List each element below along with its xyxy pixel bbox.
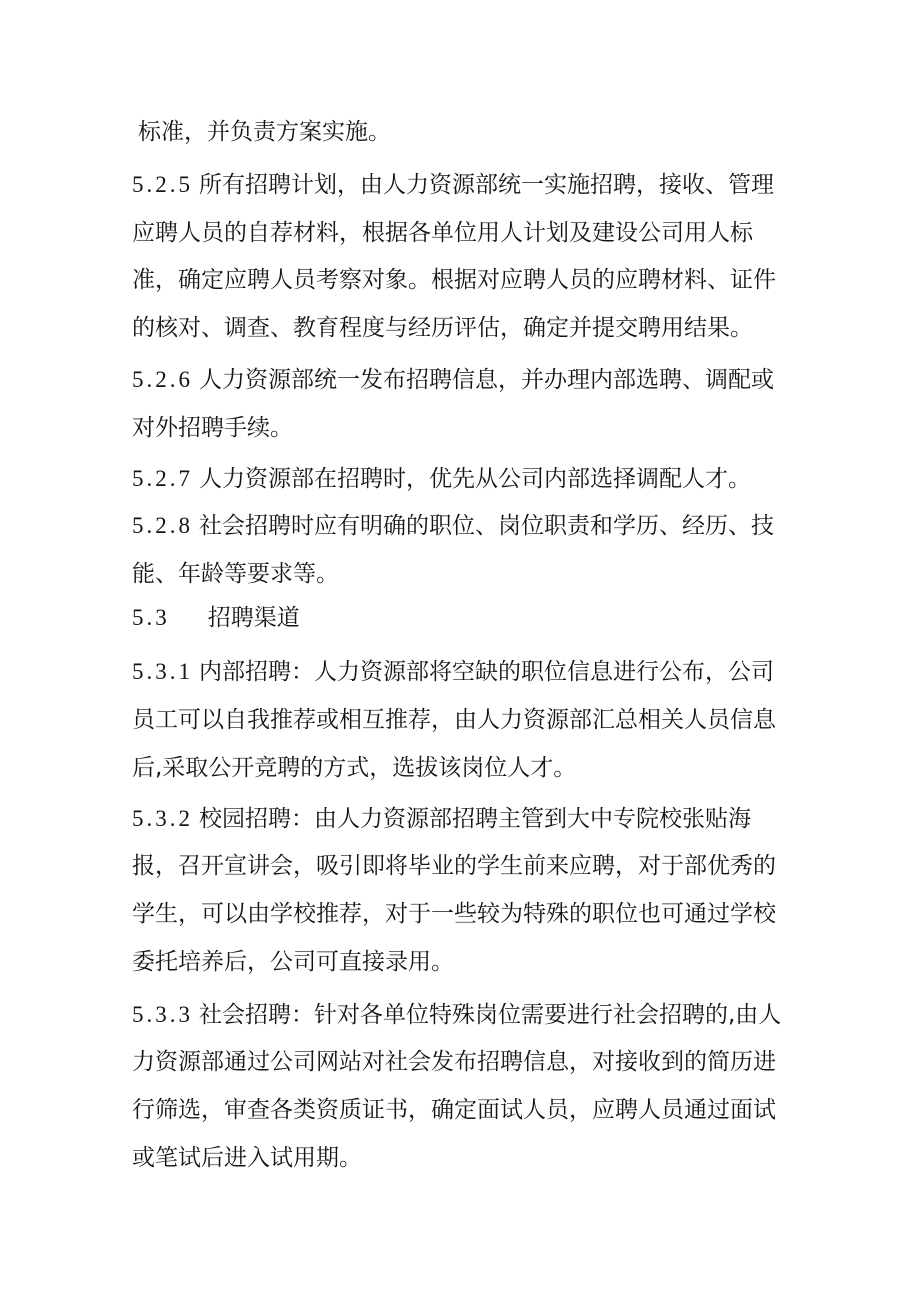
text-line xyxy=(132,559,792,589)
clause-number: 5.3.1 xyxy=(132,659,193,684)
text-line xyxy=(132,1095,792,1125)
line-text: 社会招聘：针对各单位特殊岗位需要进行社会招聘的,由人 xyxy=(199,1002,782,1028)
text-line xyxy=(132,705,792,735)
clause-number: 5.2.8 xyxy=(132,513,193,538)
clause-5-2-5 xyxy=(132,170,792,200)
line-text: 所有招聘计划，由人力资源部统一实施招聘，接收、管理 xyxy=(199,172,774,198)
line-text: 员工可以自我推荐或相互推荐，由人力资源部汇总相关人员信息 xyxy=(132,707,776,733)
text-line xyxy=(132,218,792,248)
clause-5-2-7 xyxy=(132,464,792,494)
line-text: 力资源部通过公司网站对社会发布招聘信息，对接收到的简历进 xyxy=(132,1049,776,1075)
line-text: 行筛选，审查各类资质证书，确定面试人员，应聘人员通过面试 xyxy=(132,1097,776,1123)
text-line xyxy=(132,265,792,295)
clause-5-2-8 xyxy=(132,511,792,541)
text-line xyxy=(132,947,792,977)
clause-5-3-1 xyxy=(132,657,792,687)
line-text: 校园招聘：由人力资源部招聘主管到大中专院校张贴海 xyxy=(199,806,751,832)
clause-number: 5.3.3 xyxy=(132,1002,193,1027)
clause-number: 5.2.5 xyxy=(132,172,193,197)
text-line xyxy=(132,851,792,881)
section-number: 5.3 xyxy=(132,605,170,630)
clause-number: 5.2.7 xyxy=(132,466,193,491)
line-text: 社会招聘时应有明确的职位、岗位职责和学历、经历、技 xyxy=(199,513,774,539)
line-text: 学生，可以由学校推荐，对于一些较为特殊的职位也可通过学校 xyxy=(132,901,776,927)
line-text: 对外招聘手续。 xyxy=(132,415,293,441)
text-line xyxy=(132,413,792,443)
line-text: 能、年龄等要求等。 xyxy=(132,561,339,587)
clause-5-3-2 xyxy=(132,804,792,834)
line-text: 标准，并负责方案实施。 xyxy=(138,119,391,145)
text-line xyxy=(132,1047,792,1077)
line-text: 或笔试后进入试用期。 xyxy=(132,1145,362,1171)
clause-number: 5.2.6 xyxy=(132,367,193,392)
line-text: 应聘人员的自荐材料，根据各单位用人计划及建设公司用人标 xyxy=(132,220,753,246)
section-title: 招聘渠道 xyxy=(207,605,300,631)
text-line xyxy=(132,753,792,783)
line-text: 的核对、调查、教育程度与经历评估，确定并提交聘用结果。 xyxy=(132,315,753,341)
text-line xyxy=(132,117,792,147)
line-text: 内部招聘：人力资源部将空缺的职位信息进行公布，公司 xyxy=(199,659,774,685)
clause-5-2-6 xyxy=(132,365,792,395)
line-text: 报，召开宣讲会，吸引即将毕业的学生前来应聘，对于部优秀的 xyxy=(132,853,776,879)
text-line xyxy=(132,313,792,343)
line-text: 人力资源部统一发布招聘信息，并办理内部选聘、调配或 xyxy=(199,367,774,393)
section-heading-5-3 xyxy=(132,603,792,633)
line-text: 准，确定应聘人员考察对象。根据对应聘人员的应聘材料、证件 xyxy=(132,267,776,293)
clause-number: 5.3.2 xyxy=(132,806,193,831)
line-text: 委托培养后，公司可直接录用。 xyxy=(132,949,454,975)
text-line xyxy=(132,899,792,929)
line-text: 后,采取公开竞聘的方式，选拔该岗位人才。 xyxy=(132,755,577,781)
line-text: 人力资源部在招聘时，优先从公司内部选择调配人才。 xyxy=(199,466,751,492)
text-line xyxy=(132,1143,792,1173)
clause-5-3-3 xyxy=(132,1000,792,1030)
